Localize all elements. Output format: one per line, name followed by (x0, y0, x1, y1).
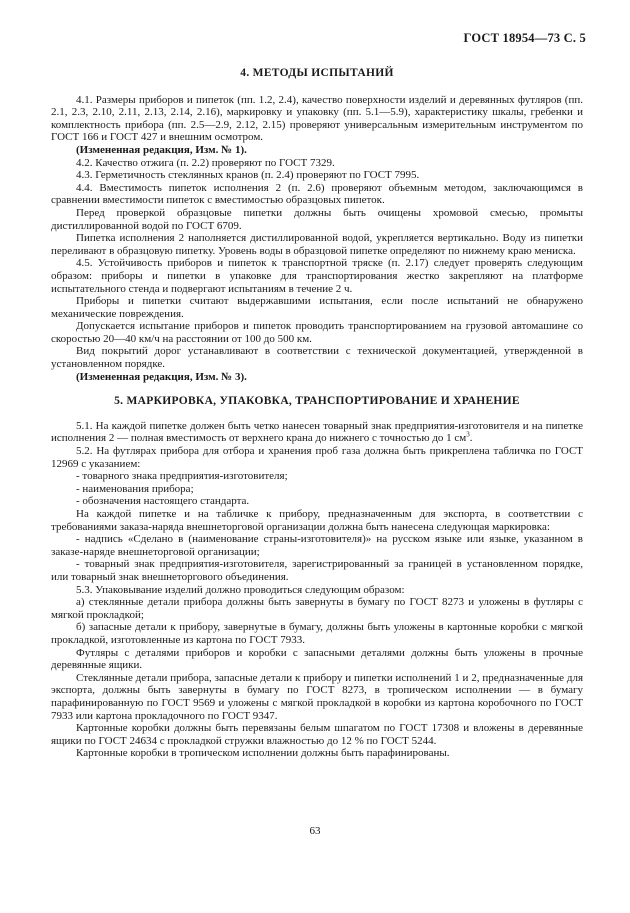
paragraph-4-3: 4.3. Герметичность стеклянных кранов (п. 2.4) проверяют по ГОСТ 7995. (76, 169, 420, 182)
paragraph-4-4-filling: Пипетка исполнения 2 наполняется дистиллированной водой, укрепляется вертикально. Воду из пипетки переливают в образцовую пипетку. Уровень воды в образцовой пипетке определяют по нижнему краю мениска. (51, 232, 583, 257)
page-number: 63 (309, 825, 321, 837)
paragraph-4-1: 4.1. Размеры приборов и пипеток (пп. 1.2, 2.4), качество поверхности изделий и деревянных футляров (пп. 2.1, 2.3, 2.10, 2.11, 2.13, 2.14, 2.16), маркировку и упаковку (пп. 5.1—5.9), характеристику шкалы, гребенки и комплектность прибора (пп. 2.5—2.9, 2.12, 2.15) проверяют универсальным измерительным инструментом по ГОСТ 166 и ГОСТ 427 и внешним осмотром. (51, 93, 583, 144)
list-item-export-trademark: - товарный знак предприятия-изготовителя, зарегистрированный за границей в установленном порядке, или товарный знак внешнеторгового объединения. (51, 558, 583, 583)
list-item-device-name: - наименования прибора; (76, 482, 194, 495)
list-item-trademark: - товарного знака предприятия-изготовителя; (76, 470, 288, 483)
paragraph-4-4: 4.4. Вместимость пипеток исполнения 2 (п. 2.6) проверяют объемным методом, заключающимся в сравнении вместимости пипеток с вместимостью образцовых пипеток. (51, 181, 583, 207)
paragraph-4-4-cleaning: Перед проверкой образцовые пипетки должны быть очищены хромовой смесью, промыты дистиллированной водой по ГОСТ 6709. (51, 206, 583, 232)
amendment-note-1: (Измененная редакция, Изм. № 1). (76, 143, 247, 156)
paragraph-5-1 (51, 420, 583, 445)
paragraph-5-1-text: 5.1. На каждой пипетке должен быть четко нанесен товарный знак предприятия-изготовителя и на пипетке исполнения 2 — полная вместимость от верхнего крана до нижнего с точностью до 1 см (51, 419, 583, 445)
paragraph-4-5-transport: Допускается испытание приборов и пипеток проводить транспортированием на грузовой автомашине со скоростью 20—40 км/ч на расстоянии от 100 до 500 км. (51, 320, 583, 345)
section-5-title: 5. МАРКИРОВКА, УПАКОВКА, ТРАНСПОРТИРОВАНИЕ И ХРАНЕНИЕ (114, 395, 520, 408)
list-item-made-in: - надпись «Сделано в (наименование страны-изготовителя)» на русском языке или языке, указанном в заказе-наряде внешнеторговой организации; (51, 533, 583, 558)
paragraph-4-5: 4.5. Устойчивость приборов и пипеток к транспортной тряске (п. 2.17) следует проверять следующим образом: приборы и пипетки в упаковке для транспортирования жестко закрепляют на платформе испытательного стенда и подвергают испытаниям в течение 2 ч. (51, 257, 583, 295)
paragraph-5-3-tropical: Картонные коробки в тропическом исполнении должны быть парафинированы. (76, 747, 450, 760)
paragraph-5-3-boxes: Картонные коробки должны быть перевязаны белым шпагатом по ГОСТ 17308 и вложены в деревянные ящики по ГОСТ 24634 с прокладкой стружки влажностью до 12 % по ГОСТ 5244. (51, 722, 583, 747)
list-item-standard: - обозначения настоящего стандарта. (76, 495, 250, 508)
page-content (51, 64, 583, 760)
paragraph-4-2: 4.2. Качество отжига (п. 2.2) проверяют по ГОСТ 7329. (76, 156, 335, 169)
paragraph-5-3: 5.3. Упаковывание изделий должно проводиться следующим образом: (76, 583, 405, 596)
paragraph-5-3-a: а) стеклянные детали прибора должны быть завернуты в бумагу по ГОСТ 8273 и уложены в футляры с мягкой прокладкой; (51, 596, 583, 621)
paragraph-5-3-export: Стеклянные детали прибора, запасные детали к прибору и пипетки исполнений 1 и 2, предназначенные для экспорта, должны быть завернуты в бумагу по ГОСТ 8273, в тропическом исполнении — в бумагу парафинированную по ГОСТ 9569 и уложены с мягкой прокладкой в коробки из картона коробочного по ГОСТ 7933 или картона прокладочного по ГОСТ 9347. (51, 671, 583, 722)
document-header: ГОСТ 18954—73 С. 5 (463, 31, 586, 45)
paragraph-4-5-result: Приборы и пипетки считают выдержавшими испытания, если после испытаний не обнаружено механические повреждения. (51, 295, 583, 320)
section-4-title: 4. МЕТОДЫ ИСПЫТАНИЙ (240, 67, 394, 79)
paragraph-5-1-end: . (469, 432, 473, 445)
superscript-3: 3 (466, 430, 470, 439)
paragraph-5-2-export: На каждой пипетке и на табличке к прибору, предназначенным для экспорта, в соответствии с требованиями заказа-наряда внешнеторговой организации должна быть нанесена следующая маркировка: (51, 508, 583, 533)
paragraph-5-3-b: б) запасные детали к прибору, завернутые в бумагу, должны быть уложены в картонные коробки с мягкой прокладкой, изготовленные из картона по ГОСТ 7933. (51, 621, 583, 646)
paragraph-4-5-roads: Вид покрытий дорог устанавливают в соответствии с технической документацией, утвержденной в установленном порядке. (51, 345, 583, 371)
paragraph-5-2: 5.2. На футлярах прибора для отбора и хранения проб газа должна быть прикреплена табличка по ГОСТ 12969 с указанием: (51, 445, 583, 470)
paragraph-5-3-cases: Футляры с деталями приборов и коробки с запасными деталями должны быть уложены в прочные деревянные ящики. (51, 646, 583, 672)
amendment-note-3: (Измененная редакция, Изм. № 3). (76, 370, 247, 383)
